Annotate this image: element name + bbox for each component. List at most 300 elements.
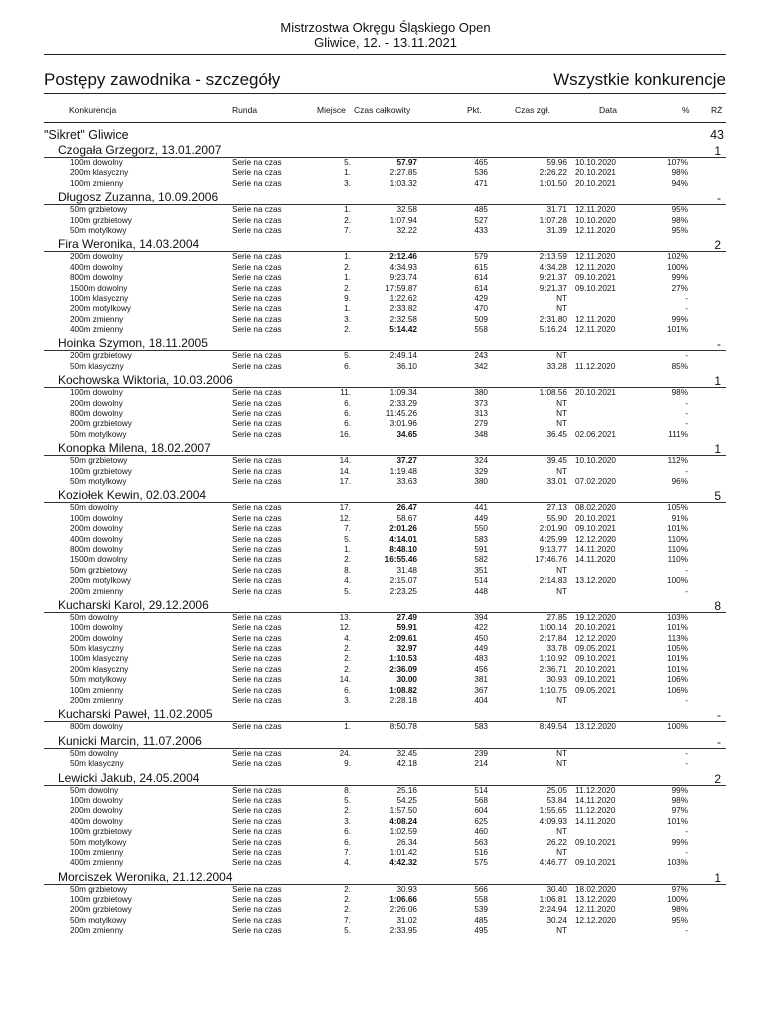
result-place: 6. xyxy=(344,685,351,695)
result-percent: 98% xyxy=(671,795,688,805)
result-date: 12.11.2020 xyxy=(575,314,616,324)
result-place: 1. xyxy=(344,273,351,283)
result-row xyxy=(44,399,726,409)
result-date: 09.05.2021 xyxy=(575,685,616,695)
result-round: Serie na czas xyxy=(232,388,282,398)
result-total-time: 1:03.32 xyxy=(389,178,417,188)
result-points: 604 xyxy=(474,806,488,816)
result-place: 6. xyxy=(344,837,351,847)
result-event: 50m grzbietowy xyxy=(70,565,128,575)
result-entry-time: NT xyxy=(556,351,567,361)
result-round: Serie na czas xyxy=(232,748,282,758)
result-row xyxy=(44,409,726,419)
result-event: 50m motylkowy xyxy=(70,476,127,486)
result-date: 12.11.2020 xyxy=(575,252,616,262)
report-title: Postępy zawodnika - szczegóły xyxy=(44,70,281,89)
result-entry-time: 2:31.80 xyxy=(539,314,567,324)
result-entry-time: 4:46.77 xyxy=(539,858,567,868)
result-place: 2. xyxy=(344,806,351,816)
result-date: 12.12.2020 xyxy=(575,915,616,925)
result-round: Serie na czas xyxy=(232,785,282,795)
result-total-time: 57.97 xyxy=(396,158,417,167)
result-place: 2. xyxy=(344,895,351,905)
result-entry-time: 53.84 xyxy=(546,795,567,805)
result-place: 9. xyxy=(344,759,351,769)
result-date: 14.11.2020 xyxy=(575,795,616,805)
result-points: 429 xyxy=(474,293,488,303)
result-round: Serie na czas xyxy=(232,398,282,408)
result-event: 100m grzbietowy xyxy=(70,827,132,837)
result-percent: 101% xyxy=(667,623,688,633)
col-date: Data xyxy=(599,105,617,115)
result-row xyxy=(44,555,726,565)
col-entry-time: Czas zgł. xyxy=(515,105,550,115)
result-total-time: 32.22 xyxy=(396,225,417,235)
result-points: 404 xyxy=(474,696,488,706)
result-row xyxy=(44,858,726,868)
result-round: Serie na czas xyxy=(232,304,282,314)
result-event: 200m grzbietowy xyxy=(70,419,132,429)
result-points: 313 xyxy=(474,409,488,419)
result-place: 1. xyxy=(344,544,351,554)
result-percent: - xyxy=(685,926,688,936)
result-round: Serie na czas xyxy=(232,915,282,925)
result-points: 441 xyxy=(474,503,488,513)
result-points: 449 xyxy=(474,513,488,523)
result-percent: 106% xyxy=(667,685,688,695)
result-points: 351 xyxy=(474,565,488,575)
result-date: 12.11.2020 xyxy=(575,205,616,215)
result-event: 1500m dowolny xyxy=(70,555,128,565)
competition-title: Mistrzostwa Okręgu Śląskiego Open xyxy=(280,20,491,35)
result-total-time: 2:23.25 xyxy=(389,586,417,596)
result-row xyxy=(44,817,726,827)
result-points: 214 xyxy=(474,759,488,769)
result-percent: 100% xyxy=(667,895,688,905)
result-row xyxy=(44,665,726,675)
result-event: 50m motylkowy xyxy=(70,429,127,439)
result-entry-time: 2:13.59 xyxy=(539,252,567,262)
result-entry-time: NT xyxy=(556,827,567,837)
result-percent: 100% xyxy=(667,576,688,586)
result-entry-time: 59.96 xyxy=(546,158,567,167)
result-row xyxy=(44,848,726,858)
result-round: Serie na czas xyxy=(232,827,282,837)
result-percent: 97% xyxy=(671,806,688,816)
col-percent: % xyxy=(682,105,690,115)
swimmer-name: Kucharski Karol, 29.12.2006 xyxy=(58,597,209,612)
result-row xyxy=(44,226,726,236)
result-place: 4. xyxy=(344,576,351,586)
col-place: Miejsce xyxy=(317,105,346,115)
result-entry-time: 2:01.90 xyxy=(539,524,567,534)
result-percent: - xyxy=(685,351,688,361)
result-event: 800m dowolny xyxy=(70,273,123,283)
result-date: 18.02.2020 xyxy=(575,884,616,894)
result-percent: - xyxy=(685,827,688,837)
result-entry-time: 17:46.76 xyxy=(535,555,567,565)
result-percent: 99% xyxy=(671,837,688,847)
result-percent: 105% xyxy=(667,503,688,513)
result-row xyxy=(44,535,726,545)
col-diff: RŻ xyxy=(711,105,723,115)
result-event: 400m zmienny xyxy=(70,858,124,868)
result-row xyxy=(44,304,726,314)
result-row xyxy=(44,388,726,398)
result-date: 12.11.2020 xyxy=(575,262,616,272)
result-place: 2. xyxy=(344,664,351,674)
result-round: Serie na czas xyxy=(232,252,282,262)
club-rz: 43 xyxy=(710,128,724,142)
swimmer-rz: - xyxy=(717,337,721,352)
result-entry-time: 1:55.65 xyxy=(539,806,567,816)
swimmer-name: Morciszek Weronika, 21.12.2004 xyxy=(58,869,233,884)
swimmer-rz: 1 xyxy=(714,442,721,457)
result-total-time: 2:32.58 xyxy=(389,314,417,324)
swimmer-header xyxy=(44,189,726,205)
result-entry-time: NT xyxy=(556,466,567,476)
result-percent: 100% xyxy=(667,722,688,732)
result-date: 14.11.2020 xyxy=(575,816,616,826)
result-row xyxy=(44,158,726,168)
swimmer-name: Kochowska Wiktoria, 10.03.2006 xyxy=(58,373,233,388)
result-round: Serie na czas xyxy=(232,565,282,575)
result-event: 100m dowolny xyxy=(70,623,123,633)
result-round: Serie na czas xyxy=(232,633,282,643)
result-date: 20.10.2021 xyxy=(575,513,616,523)
swimmer-header xyxy=(44,372,726,388)
result-row xyxy=(44,613,726,623)
result-place: 3. xyxy=(344,178,351,188)
result-round: Serie na czas xyxy=(232,524,282,534)
result-points: 568 xyxy=(474,795,488,805)
result-round: Serie na czas xyxy=(232,215,282,225)
result-total-time: 42.18 xyxy=(396,759,417,769)
result-total-time: 1:22.62 xyxy=(389,293,417,303)
club-row xyxy=(44,128,726,142)
report-title-divider xyxy=(44,93,726,94)
result-entry-time: NT xyxy=(556,586,567,596)
result-percent: 112% xyxy=(667,456,688,466)
result-percent: 106% xyxy=(667,675,688,685)
result-total-time: 8:48.10 xyxy=(389,544,417,554)
result-event: 100m zmienny xyxy=(70,847,124,857)
result-place: 2. xyxy=(344,905,351,915)
result-percent: - xyxy=(685,419,688,429)
result-entry-time: NT xyxy=(556,759,567,769)
result-event: 800m dowolny xyxy=(70,544,123,554)
result-row xyxy=(44,273,726,283)
result-event: 200m grzbietowy xyxy=(70,351,132,361)
result-row xyxy=(44,786,726,796)
result-total-time: 4:14.01 xyxy=(389,534,417,544)
result-row xyxy=(44,430,726,440)
result-total-time: 32.45 xyxy=(396,748,417,758)
result-row xyxy=(44,838,726,848)
result-place: 17. xyxy=(339,476,351,486)
result-place: 3. xyxy=(344,696,351,706)
result-points: 394 xyxy=(474,612,488,622)
result-row xyxy=(44,926,726,936)
result-round: Serie na czas xyxy=(232,586,282,596)
result-total-time: 37.27 xyxy=(396,456,417,466)
result-percent: 103% xyxy=(667,612,688,622)
result-date: 19.12.2020 xyxy=(575,612,616,622)
result-place: 2. xyxy=(344,325,351,335)
result-event: 200m dowolny xyxy=(70,524,123,534)
result-percent: 113% xyxy=(667,633,688,643)
competition-place-date: Gliwice, 12. - 13.11.2021 xyxy=(314,35,457,50)
result-points: 566 xyxy=(474,884,488,894)
result-place: 7. xyxy=(344,915,351,925)
result-total-time: 4:42.32 xyxy=(389,858,417,868)
result-event: 200m grzbietowy xyxy=(70,905,132,915)
result-event: 50m motylkowy xyxy=(70,675,127,685)
result-row xyxy=(44,576,726,586)
result-place: 1. xyxy=(344,205,351,215)
result-row xyxy=(44,566,726,576)
result-event: 800m dowolny xyxy=(70,722,123,732)
result-event: 50m motylkowy xyxy=(70,837,127,847)
result-row xyxy=(44,796,726,806)
result-round: Serie na czas xyxy=(232,722,282,732)
result-points: 625 xyxy=(474,816,488,826)
result-points: 495 xyxy=(474,926,488,936)
result-percent: 95% xyxy=(671,205,688,215)
swimmer-name: Koziołek Kewin, 02.03.2004 xyxy=(58,488,207,503)
result-points: 583 xyxy=(474,722,488,732)
result-entry-time: 36.45 xyxy=(546,429,567,439)
result-percent: - xyxy=(685,586,688,596)
result-entry-time: 30.93 xyxy=(546,675,567,685)
result-round: Serie na czas xyxy=(232,675,282,685)
result-percent: 101% xyxy=(667,664,688,674)
result-points: 558 xyxy=(474,895,488,905)
result-total-time: 32.58 xyxy=(396,205,417,215)
result-round: Serie na czas xyxy=(232,884,282,894)
result-place: 14. xyxy=(339,456,351,466)
result-total-time: 2:33.95 xyxy=(389,926,417,936)
result-date: 09.10.2021 xyxy=(575,283,616,293)
result-date: 14.11.2020 xyxy=(575,555,616,565)
result-entry-time: 26.22 xyxy=(546,837,567,847)
result-place: 2. xyxy=(344,283,351,293)
result-round: Serie na czas xyxy=(232,644,282,654)
result-round: Serie na czas xyxy=(232,795,282,805)
swimmer-rz: - xyxy=(717,191,721,206)
result-round: Serie na czas xyxy=(232,409,282,419)
result-row xyxy=(44,916,726,926)
result-total-time: 34.65 xyxy=(396,429,417,439)
result-points: 239 xyxy=(474,748,488,758)
result-event: 200m dowolny xyxy=(70,398,123,408)
result-date: 08.02.2020 xyxy=(575,503,616,513)
result-place: 5. xyxy=(344,351,351,361)
result-round: Serie na czas xyxy=(232,847,282,857)
result-points: 373 xyxy=(474,398,488,408)
result-place: 1. xyxy=(344,304,351,314)
result-round: Serie na czas xyxy=(232,314,282,324)
result-percent: - xyxy=(685,293,688,303)
result-points: 279 xyxy=(474,419,488,429)
result-round: Serie na czas xyxy=(232,664,282,674)
result-event: 100m grzbietowy xyxy=(70,895,132,905)
result-round: Serie na czas xyxy=(232,534,282,544)
result-place: 1. xyxy=(344,252,351,262)
result-place: 8. xyxy=(344,565,351,575)
result-total-time: 33.63 xyxy=(396,476,417,486)
result-points: 485 xyxy=(474,915,488,925)
result-points: 460 xyxy=(474,827,488,837)
result-round: Serie na czas xyxy=(232,759,282,769)
result-place: 14. xyxy=(339,675,351,685)
result-event: 100m dowolny xyxy=(70,513,123,523)
result-points: 614 xyxy=(474,273,488,283)
result-round: Serie na czas xyxy=(232,361,282,371)
result-round: Serie na czas xyxy=(232,576,282,586)
result-event: 50m motylkowy xyxy=(70,915,127,925)
result-total-time: 2:09.61 xyxy=(389,633,417,643)
result-percent: 105% xyxy=(667,644,688,654)
result-total-time: 2:33.82 xyxy=(389,304,417,314)
result-total-time: 2:01.26 xyxy=(389,524,417,534)
result-percent: 107% xyxy=(667,158,688,167)
result-total-time: 3:01.96 xyxy=(389,419,417,429)
result-total-time: 5:14.42 xyxy=(389,325,417,335)
result-row xyxy=(44,315,726,325)
result-row xyxy=(44,827,726,837)
result-row xyxy=(44,686,726,696)
result-total-time: 2:28.18 xyxy=(389,696,417,706)
result-place: 3. xyxy=(344,314,351,324)
result-percent: - xyxy=(685,304,688,314)
result-entry-time: 2:36.71 xyxy=(539,664,567,674)
swimmer-header xyxy=(44,142,726,158)
result-event: 200m zmienny xyxy=(70,586,124,596)
result-total-time: 58.67 xyxy=(396,513,417,523)
result-entry-time: 1:10.75 xyxy=(539,685,567,695)
swimmer-name: Hoinka Szymon, 18.11.2005 xyxy=(58,336,208,351)
result-row xyxy=(44,675,726,685)
result-date: 13.12.2020 xyxy=(575,722,616,732)
result-entry-time: 8:49.54 xyxy=(539,722,567,732)
result-date: 09.10.2021 xyxy=(575,524,616,534)
result-total-time: 30.00 xyxy=(396,675,417,685)
results-body xyxy=(44,142,726,937)
result-points: 243 xyxy=(474,351,488,361)
result-entry-time: 2:17.84 xyxy=(539,633,567,643)
result-points: 575 xyxy=(474,858,488,868)
result-round: Serie na czas xyxy=(232,544,282,554)
result-entry-time: 1:08.56 xyxy=(539,388,567,398)
result-points: 471 xyxy=(474,178,488,188)
result-percent: 110% xyxy=(667,534,688,544)
result-entry-time: 4:34.28 xyxy=(539,262,567,272)
result-percent: 100% xyxy=(667,262,688,272)
result-points: 536 xyxy=(474,168,488,178)
result-place: 5. xyxy=(344,795,351,805)
result-points: 348 xyxy=(474,429,488,439)
result-event: 50m dowolny xyxy=(70,785,119,795)
result-date: 12.11.2020 xyxy=(575,325,616,335)
result-total-time: 9:23.74 xyxy=(389,273,417,283)
result-date: 07.02.2020 xyxy=(575,476,616,486)
col-event: Konkurencja xyxy=(69,105,117,115)
result-round: Serie na czas xyxy=(232,466,282,476)
result-event: 100m klasyczny xyxy=(70,293,129,303)
result-round: Serie na czas xyxy=(232,178,282,188)
result-row xyxy=(44,696,726,706)
result-place: 17. xyxy=(339,503,351,513)
result-row xyxy=(44,634,726,644)
result-entry-time: 1:10.92 xyxy=(539,654,567,664)
column-header-row xyxy=(44,105,726,117)
result-date: 10.10.2020 xyxy=(575,215,616,225)
result-place: 9. xyxy=(344,293,351,303)
result-percent: - xyxy=(685,398,688,408)
result-event: 50m klasyczny xyxy=(70,361,124,371)
result-row xyxy=(44,722,726,732)
swimmer-header xyxy=(44,440,726,456)
result-percent: 110% xyxy=(667,544,688,554)
result-points: 329 xyxy=(474,466,488,476)
result-entry-time: 39.45 xyxy=(546,456,567,466)
result-total-time: 2:36.09 xyxy=(389,664,417,674)
result-event: 800m dowolny xyxy=(70,409,123,419)
result-total-time: 1:10.53 xyxy=(389,654,417,664)
result-total-time: 32.97 xyxy=(396,644,417,654)
result-round: Serie na czas xyxy=(232,623,282,633)
swimmer-rz: 2 xyxy=(714,238,721,253)
result-event: 100m dowolny xyxy=(70,795,123,805)
result-total-time: 1:08.82 xyxy=(389,685,417,695)
result-total-time: 31.02 xyxy=(396,915,417,925)
result-place: 2. xyxy=(344,644,351,654)
result-total-time: 1:09.34 xyxy=(389,388,417,398)
result-percent: 96% xyxy=(671,476,688,486)
result-event: 200m dowolny xyxy=(70,252,123,262)
swimmer-name: Konopka Milena, 18.02.2007 xyxy=(58,441,211,456)
result-percent: 95% xyxy=(671,225,688,235)
result-percent: 101% xyxy=(667,325,688,335)
result-points: 380 xyxy=(474,476,488,486)
result-entry-time: NT xyxy=(556,748,567,758)
result-entry-time: 30.24 xyxy=(546,915,567,925)
result-points: 579 xyxy=(474,252,488,262)
result-event: 50m motylkowy xyxy=(70,225,127,235)
result-round: Serie na czas xyxy=(232,926,282,936)
result-row xyxy=(44,905,726,915)
result-entry-time: 33.78 xyxy=(546,644,567,654)
result-entry-time: 31.39 xyxy=(546,225,567,235)
result-date: 20.10.2021 xyxy=(575,388,616,398)
result-row xyxy=(44,654,726,664)
result-points: 449 xyxy=(474,644,488,654)
result-row xyxy=(44,263,726,273)
result-date: 09.10.2021 xyxy=(575,675,616,685)
swimmer-header xyxy=(44,706,726,722)
result-entry-time: 31.71 xyxy=(546,205,567,215)
result-entry-time: NT xyxy=(556,304,567,314)
result-entry-time: 25.05 xyxy=(546,785,567,795)
result-place: 14. xyxy=(339,466,351,476)
result-round: Serie na czas xyxy=(232,205,282,215)
result-round: Serie na czas xyxy=(232,273,282,283)
result-event: 200m zmienny xyxy=(70,926,124,936)
result-percent: 98% xyxy=(671,215,688,225)
result-total-time: 4:34.93 xyxy=(389,262,417,272)
col-points: Pkt. xyxy=(467,105,482,115)
